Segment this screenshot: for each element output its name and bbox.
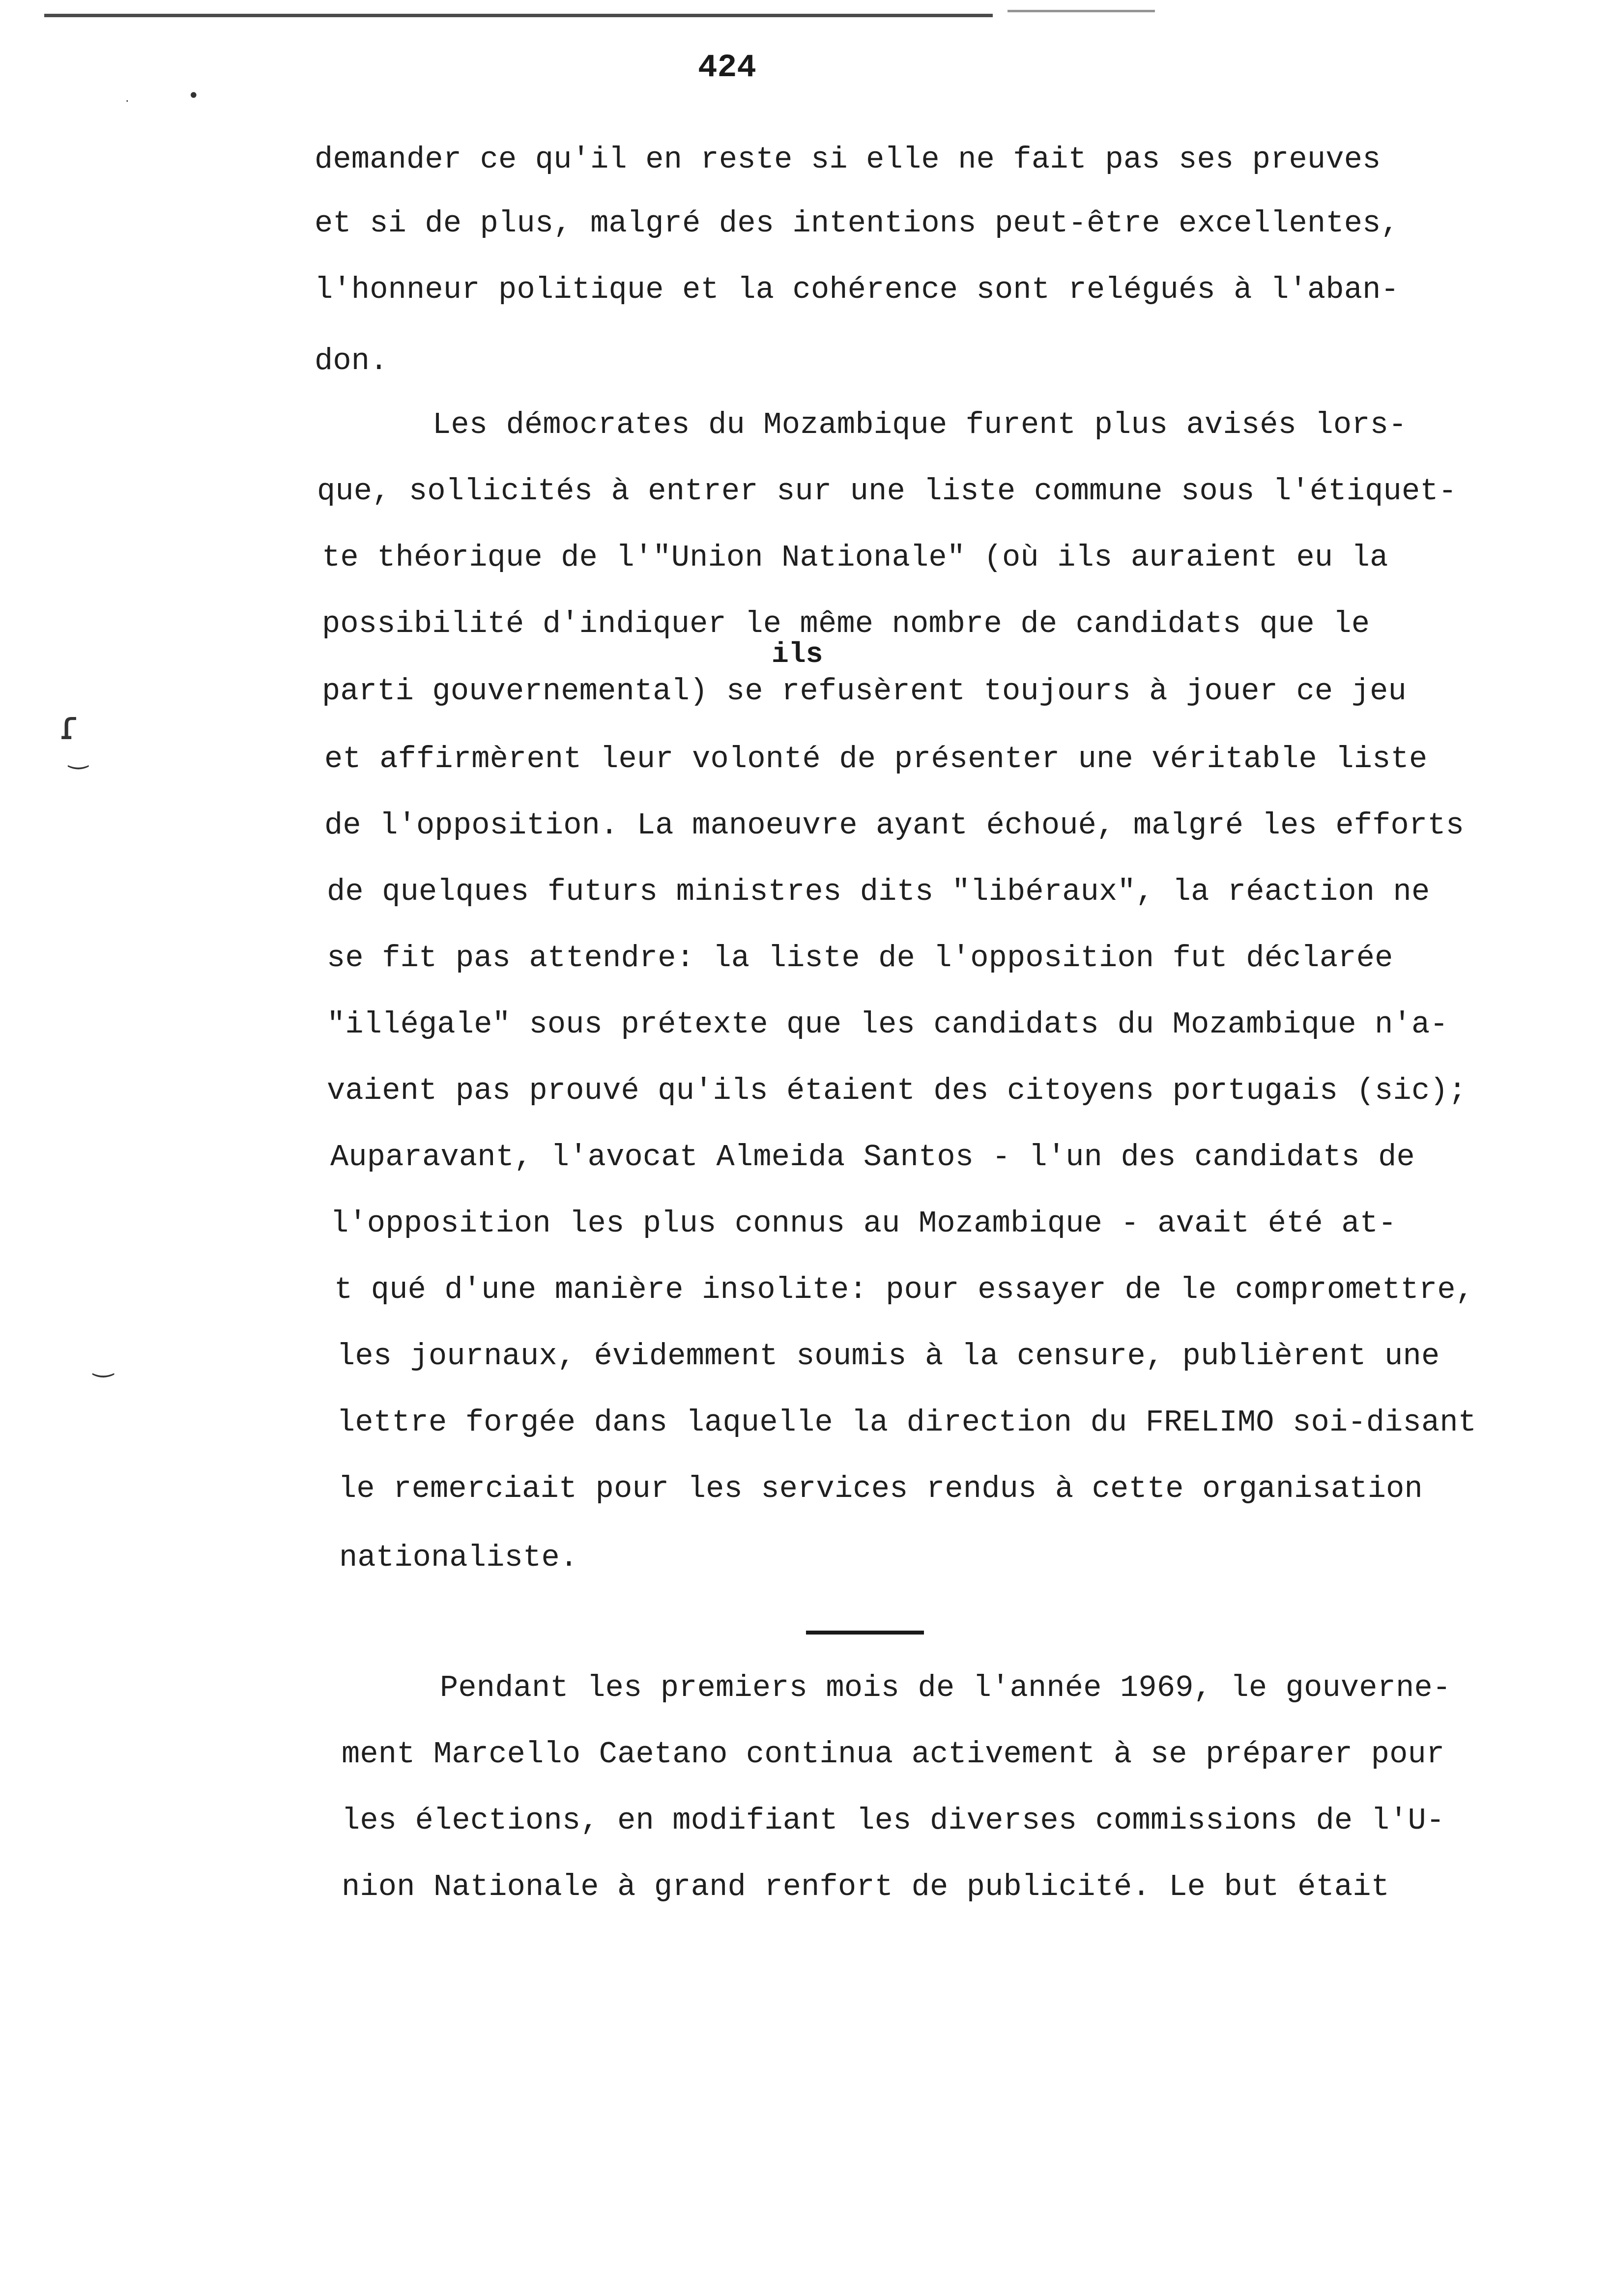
margin-curve-mark: ‿	[93, 1349, 114, 1378]
text-line: parti gouvernemental) se refusèrent toujours à jouer ce jeu	[322, 674, 1407, 709]
text-line: et si de plus, malgré des intentions peut-être excellentes,	[315, 206, 1399, 241]
text-line: t qué d'une manière insolite: pour essayer de le compromettre,	[334, 1272, 1474, 1307]
margin-bracket-mark: ɾ	[59, 703, 80, 748]
text-line: possibilité d'indiquer le même nombre de candidats que le	[322, 606, 1370, 641]
text-line: ment Marcello Caetano continua activement à se préparer pour	[342, 1737, 1445, 1772]
text-line: se fit pas attendre: la liste de l'opposition fut déclarée	[327, 941, 1393, 976]
text-line: et affirmèrent leur volonté de présenter une véritable liste	[324, 742, 1428, 776]
text-line: que, sollicités à entrer sur une liste commune sous l'étiquet-	[317, 474, 1457, 509]
text-line: te théorique de l'"Union Nationale" (où ils auraient eu la	[322, 540, 1388, 575]
margin-dot-mark: •	[188, 85, 200, 107]
text-line: Pendant les premiers mois de l'année 1969, le gouverne-	[440, 1670, 1451, 1705]
page-bottom-margin	[0, 1926, 1612, 2296]
text-line: don.	[315, 344, 388, 378]
text-line: "illégale" sous prétexte que les candidats du Mozambique n'a-	[327, 1007, 1448, 1042]
text-line: l'honneur politique et la cohérence sont relégués à l'aban-	[315, 272, 1399, 307]
text-line: le remerciait pour les services rendus à cette organisation	[338, 1471, 1423, 1506]
text-line: nion Nationale à grand renfort de publicité. Le but était	[342, 1869, 1390, 1904]
text-line: les journaux, évidemment soumis à la censure, publièrent une	[337, 1339, 1440, 1374]
text-line: lettre forgée dans laquelle la direction du FRELIMO soi-disant	[337, 1405, 1477, 1440]
text-line: les élections, en modifiant les diverses commissions de l'U-	[342, 1803, 1445, 1838]
text-line: Auparavant, l'avocat Almeida Santos - l'un des candidats de	[330, 1140, 1415, 1175]
text-line: demander ce qu'il en reste si elle ne fait pas ses preuves	[315, 142, 1381, 177]
top-edge-rule-short	[1008, 10, 1155, 12]
text-line: de l'opposition. La manoeuvre ayant échoué, malgré les efforts	[324, 808, 1465, 843]
interlinear-insert: ils	[772, 639, 823, 671]
page-number: 424	[698, 49, 756, 86]
text-line: de quelques futurs ministres dits "libéraux", la réaction ne	[327, 874, 1430, 909]
section-divider	[806, 1631, 924, 1635]
margin-tick-mark: ·	[125, 94, 129, 108]
top-edge-rule	[44, 14, 993, 17]
text-line: nationaliste.	[339, 1540, 578, 1575]
text-line: vaient pas prouvé qu'ils étaient des citoyens portugais (sic);	[327, 1073, 1467, 1108]
text-line: Les démocrates du Mozambique furent plus avisés lors-	[432, 407, 1407, 442]
margin-curve-mark: ‿	[69, 742, 88, 770]
text-line: l'opposition les plus connus au Mozambique - avait été at-	[330, 1206, 1397, 1241]
